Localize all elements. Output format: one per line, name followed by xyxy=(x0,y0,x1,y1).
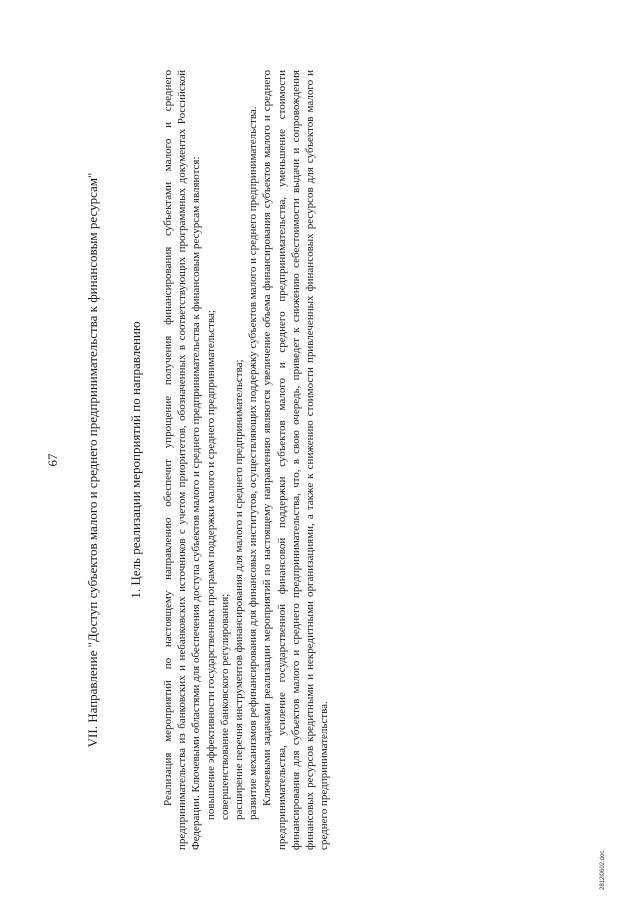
closing-paragraph: Ключевыми задачами реализации мероприятий по настоящему направлению являются увеличение объема финансирования субъектов малого и среднего предпринимательства, усиление государственной финансовой поддержки субъектов малого и среднего предпринимательства, уменьшение стоимости финансирования для субъектов малого и среднего предпринимательства, что, в свою очередь, приведет к снижению себестоимости выдачи и сопровождения финансовых ресурсов кредитными и некредитными организациями, а также к снижению стоимости привлеченных финансовых ресурсов для субъектов малого и среднего предпринимательства. xyxy=(261,70,331,850)
rotated-content xyxy=(45,70,465,850)
list-item: развитие механизмов рефинансирования для финансовых институтов, осуществляющих поддержку субъектов малого и среднего предпринимательства. xyxy=(247,106,260,820)
intro-paragraph: Реализация мероприятий по настоящему направлению обеспечит упрощение получения финансирования субъектами малого и среднего предпринимательства из банковских и небанковских источников с учетом приоритетов, обозначенных в соответствующих программных документах Российской Федерации. Ключевыми областями для обеспечения доступа субъектов малого и среднего предпринимательства к финансовым ресурсам являются: xyxy=(162,70,203,850)
subsection-title: 1. Цель реализации мероприятий по направлению xyxy=(128,321,143,599)
list-item: повышение эффективности государственных программ поддержки малого и среднего предпринимательства; xyxy=(204,310,217,820)
page-number: 67 xyxy=(45,453,60,467)
list-item: совершенствование банковского регулирования; xyxy=(218,593,231,820)
section-title: VII. Направление "Доступ субъектов малого и среднего предпринимательства к финансовым ресурсам" xyxy=(85,172,100,748)
footer-file-code: 2812l0602.doc xyxy=(600,850,606,890)
list-item: расширение перечня инструментов финансирования для малого и среднего предпринимательства; xyxy=(233,359,246,820)
